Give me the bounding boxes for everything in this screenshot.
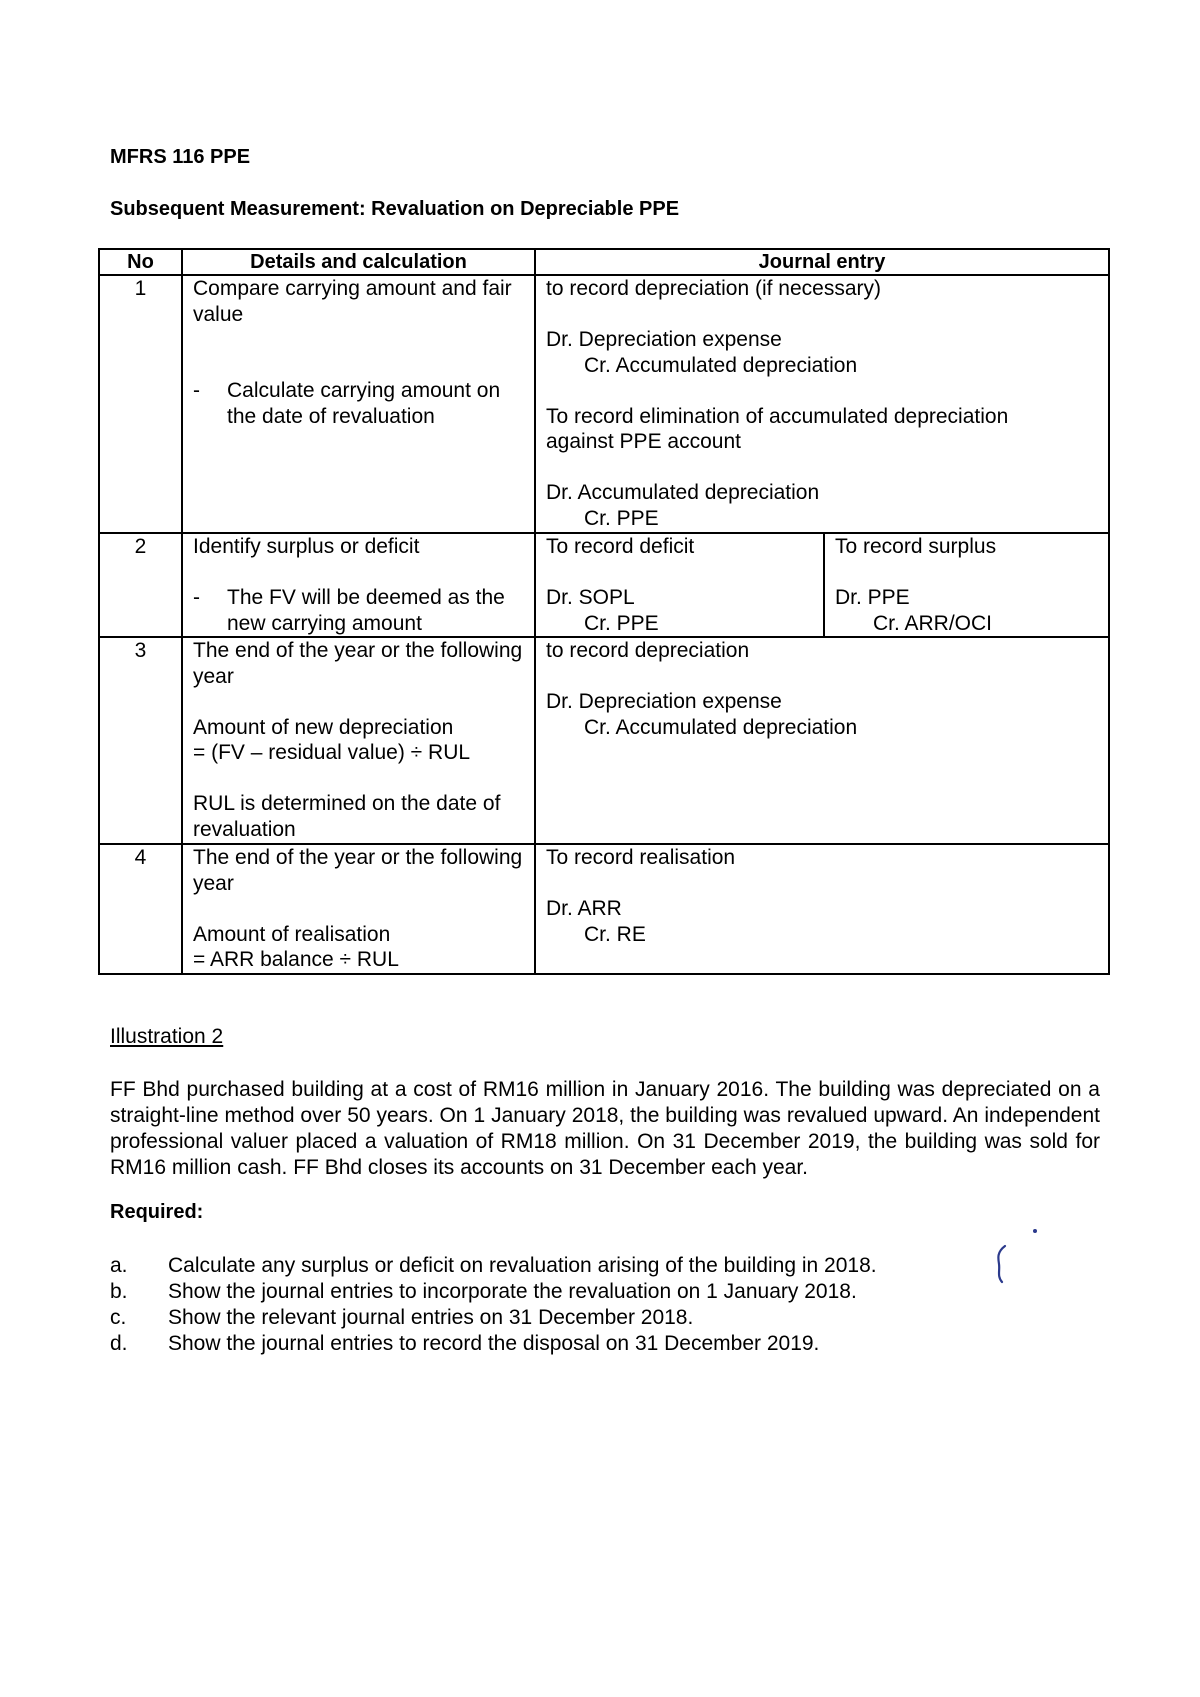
question-letter: a. — [110, 1254, 128, 1277]
journal-line: To record realisation — [546, 846, 736, 869]
table-row — [99, 533, 1109, 637]
journal-line: Cr. PPE — [584, 611, 659, 635]
details-line: revaluation — [193, 817, 296, 841]
illustration-title: Illustration 2 — [110, 1025, 224, 1048]
details-bullet — [193, 585, 524, 636]
details-cell — [182, 275, 535, 533]
question-text: Calculate any surplus or deficit on revaluation arising of the building in 2018. — [168, 1254, 877, 1277]
handwritten-brace-mark — [990, 1244, 1012, 1284]
document-title: MFRS 116 PPE — [110, 146, 251, 168]
details-cell — [182, 533, 535, 637]
bullet-line: Calculate carrying amount on — [227, 379, 501, 402]
question-item — [110, 1279, 877, 1305]
journal-cell — [535, 844, 1109, 974]
journal-line: To record surplus — [835, 535, 997, 558]
journal-line: Dr. ARR — [546, 897, 622, 920]
details-line: The end of the year or the following — [193, 639, 523, 662]
journal-line: Dr. Depreciation expense — [546, 690, 782, 713]
details-line: year — [193, 664, 234, 688]
question-text: Show the journal entries to record the disposal on 31 December 2019. — [168, 1332, 820, 1355]
table-row — [99, 844, 1109, 974]
journal-line: Cr. Accumulated depreciation — [584, 715, 858, 739]
journal-line: Dr. SOPL — [546, 586, 635, 609]
row-number: 4 — [99, 844, 182, 974]
bullet-line: new carrying amount — [227, 611, 422, 635]
illustration-paragraph: FF Bhd purchased building at a cost of RM16 million in January 2016. The building was depreciated on a straight-line method over 50 years. On 1 January 2018, the building was revalued upward. An independent professional valuer placed a valuation of RM18 million. On 31 December 2019, the building was sold for RM16 million cash. FF Bhd closes its accounts on 31 December each year. — [110, 1078, 1100, 1179]
journal-line: Dr. Depreciation expense — [546, 328, 782, 351]
journal-line: To record deficit — [546, 535, 695, 558]
bullet-dash: - — [193, 586, 200, 609]
ink-dot-mark — [1033, 1229, 1037, 1233]
question-item — [110, 1253, 877, 1279]
header-no: No — [99, 249, 182, 275]
table-row — [99, 275, 1109, 533]
journal-line: to record depreciation — [546, 639, 750, 662]
details-cell — [182, 844, 535, 974]
journal-line: Cr. RE — [584, 922, 646, 946]
journal-line: against PPE account — [546, 430, 741, 453]
details-line: RUL is determined on the date of — [193, 792, 501, 815]
journal-cell — [535, 275, 1109, 533]
details-line: Amount of new depreciation — [193, 715, 454, 739]
journal-cell — [535, 637, 1109, 844]
bullet-line: The FV will be deemed as the — [227, 586, 505, 609]
row-number: 1 — [99, 275, 182, 533]
question-item — [110, 1305, 877, 1331]
question-text: Show the relevant journal entries on 31 December 2018. — [168, 1306, 694, 1329]
header-journal: Journal entry — [535, 249, 1109, 275]
journal-line: Cr. PPE — [584, 506, 659, 530]
required-label: Required: — [110, 1201, 204, 1223]
question-letter: c. — [110, 1306, 127, 1329]
journal-line: to record depreciation (if necessary) — [546, 277, 881, 300]
details-bullet — [193, 378, 524, 429]
table-header-row — [99, 249, 1109, 275]
row-number: 2 — [99, 533, 182, 637]
document-subtitle: Subsequent Measurement: Revaluation on Depreciable PPE — [110, 198, 680, 220]
table-row — [99, 637, 1109, 844]
details-line: = (FV – residual value) ÷ RUL — [193, 741, 471, 764]
revaluation-steps-table — [98, 248, 1110, 975]
details-line: = ARR balance ÷ RUL — [193, 948, 399, 971]
details-line: Amount of realisation — [193, 922, 391, 946]
header-details: Details and calculation — [182, 249, 535, 275]
journal-line: Cr. ARR/OCI — [873, 611, 993, 635]
bullet-dash: - — [193, 379, 200, 402]
details-line: year — [193, 871, 234, 895]
details-cell — [182, 637, 535, 844]
question-text: Show the journal entries to incorporate the revaluation on 1 January 2018. — [168, 1280, 857, 1303]
bullet-line: the date of revaluation — [227, 404, 435, 428]
details-line: The end of the year or the following — [193, 846, 523, 869]
journal-line: Cr. Accumulated depreciation — [584, 353, 858, 377]
details-line: Identify surplus or deficit — [193, 535, 420, 558]
row-number: 3 — [99, 637, 182, 844]
question-letter: b. — [110, 1280, 128, 1303]
question-list — [110, 1253, 877, 1357]
surplus-journal-cell — [824, 533, 1109, 637]
journal-line: To record elimination of accumulated depreciation — [546, 404, 1009, 428]
question-letter: d. — [110, 1332, 128, 1355]
deficit-journal-cell — [535, 533, 824, 637]
journal-line: Dr. Accumulated depreciation — [546, 481, 820, 504]
details-line: Compare carrying amount and fair — [193, 277, 512, 300]
question-item — [110, 1331, 877, 1357]
details-line: value — [193, 302, 244, 326]
journal-line: Dr. PPE — [835, 586, 910, 609]
